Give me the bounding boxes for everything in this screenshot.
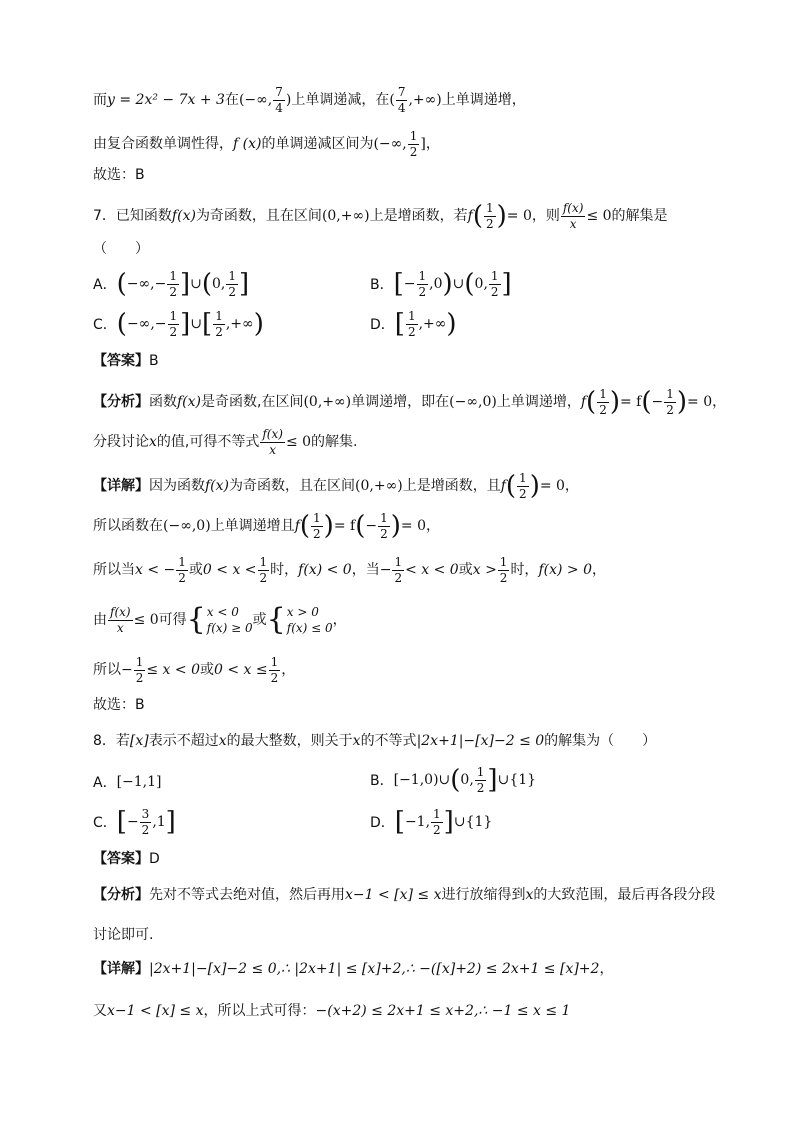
text: 上单调递减，在 <box>291 92 390 109</box>
option-8c[interactable]: C． [ − $\frac{3}{2}$ ,1 ] <box>93 807 176 838</box>
formula: ) <box>285 92 292 109</box>
question-7-paren: （ ） <box>93 241 149 257</box>
formula: ] <box>420 136 426 153</box>
formula: f (x) <box>233 136 262 153</box>
analysis-7-line2: 分段讨论 x 的值,可得不等式 $\frac{f(x)}{x}$ ≤ 0 的解集. <box>93 427 358 457</box>
text: 由复合函数单调性得， <box>93 136 233 153</box>
detail-7-line6: 故选：B <box>93 697 145 713</box>
analysis-8: 【分析】 先对不等式去绝对值，然后再用 x−1 < [x] ≤ x 进行放缩得到 x 的大致范围，最后再各段分段 <box>93 887 716 903</box>
option-c[interactable]: C． ( −∞,− $\frac{1}{2}$ ] ∪ [ $\frac{1}{2}$ ,+∞ ) <box>93 309 264 340</box>
analysis-8-line2: 讨论即可. <box>93 927 154 943</box>
option-8a[interactable]: A． [−1,1] <box>93 774 162 791</box>
formula: (−∞, <box>238 92 273 109</box>
answer-7: 【答案】 B <box>93 353 159 369</box>
fraction: $\frac{7}{4}$ <box>275 85 283 115</box>
text-line-3 <box>93 168 145 182</box>
detail-8-line2: 又 x−1 < [x] ≤ x ，所以上式可得： −(x+2) ≤ 2x+1 ≤ x+2,∴ −1 ≤ x ≤ 1 <box>93 1003 571 1019</box>
text-line-2 <box>93 130 440 158</box>
detail-7: 【详解】 因为函数 f(x) 为奇函数，且在区间 (0,+∞) 上是增函数，且 f ( $\frac{1}{2}$ ) = 0， <box>93 471 579 502</box>
analysis-7: 【分析】 函数 f(x) 是奇函数,在区间 (0,+∞) 单调递增，即在 (−∞,0) 上单调递增， f ( $\frac{1}{2}$ ) = f ( − $\frac{1}{2}$ ) = 0， <box>93 387 727 418</box>
answer-8: 【答案】 D <box>93 851 160 867</box>
text: 而 <box>93 92 107 109</box>
detail-8: 【详解】 |2x+1|−[x]−2 ≤ 0,∴ |2x+1| ≤ [x]+2,∴ −([x]+2) ≤ 2x+1 ≤ [x]+2 ， <box>93 961 614 977</box>
text: ， <box>425 136 440 153</box>
text: 故选：B <box>93 167 145 183</box>
formula: ,+∞) <box>408 92 442 109</box>
detail-7-line2: 所以函数在 (−∞,0) 上单调递增且 f ( $\frac{1}{2}$ ) = f ( − $\frac{1}{2}$ ) = 0， <box>93 511 440 542</box>
option-b[interactable]: B． [ − $\frac{1}{2}$ ,0 ) ∪ ( 0, $\frac{1}{2}$ ] <box>370 269 512 300</box>
formula: ( <box>389 92 395 109</box>
fraction: $\frac{1}{2}$ <box>409 129 418 159</box>
option-a[interactable]: A． ( −∞,− $\frac{1}{2}$ ] ∪ ( 0, $\frac{1}{2}$ ] <box>93 269 250 300</box>
detail-7-line3: 所以当 x < − $\frac{1}{2}$ 或 0 < x < $\frac{1}{2}$ 时， f(x) < 0 ，当 − $\frac{1}{2}$ < x < 0 或 x > $\frac{1}{2}$ 时， f(x) > 0 ， <box>93 555 606 585</box>
text: 上单调递增， <box>441 92 526 109</box>
detail-7-line5: 所以 − $\frac{1}{2}$ ≤ x < 0 或 0 < x ≤ $\frac{1}{2}$ ， <box>93 655 296 685</box>
text: 在 <box>224 92 239 109</box>
option-d[interactable]: D． [ $\frac{1}{2}$ ,+∞ ) <box>370 309 457 340</box>
text: 的单调递减区间为 <box>261 136 374 153</box>
option-8d[interactable]: D． [ −1, $\frac{1}{2}$ ] ∪ {1} <box>370 807 493 838</box>
question-7: 7．已知函数 f(x) 为奇函数，且在区间 (0,+∞) 上是增函数，若 f ( $\frac{1}{2}$ ) = 0 ，则 $\frac{f(x)}{x}$ ≤ 0 的解集是 <box>93 201 668 232</box>
formula: y = 2x² − 7x + 3 <box>107 92 225 109</box>
fraction: $\frac{7}{4}$ <box>397 85 406 115</box>
detail-7-line4: 由 $\frac{f(x)}{x}$ ≤ 0 可得 { x < 0 f(x) ≥ 0 或 { x > 0 f(x) ≤ 0 ， <box>93 602 347 638</box>
formula: (−∞, <box>373 136 407 153</box>
question-8: 8．若 [x] 表示不超过 x 的最大整数，则关于 x 的不等式 |2x+1|−[x]−2 ≤ 0 的解集为（ ） <box>93 733 657 749</box>
option-8b[interactable]: B． [−1,0) ∪ ( 0, $\frac{1}{2}$ ] ∪ {1} <box>370 765 537 796</box>
text-line-1 <box>93 86 526 114</box>
